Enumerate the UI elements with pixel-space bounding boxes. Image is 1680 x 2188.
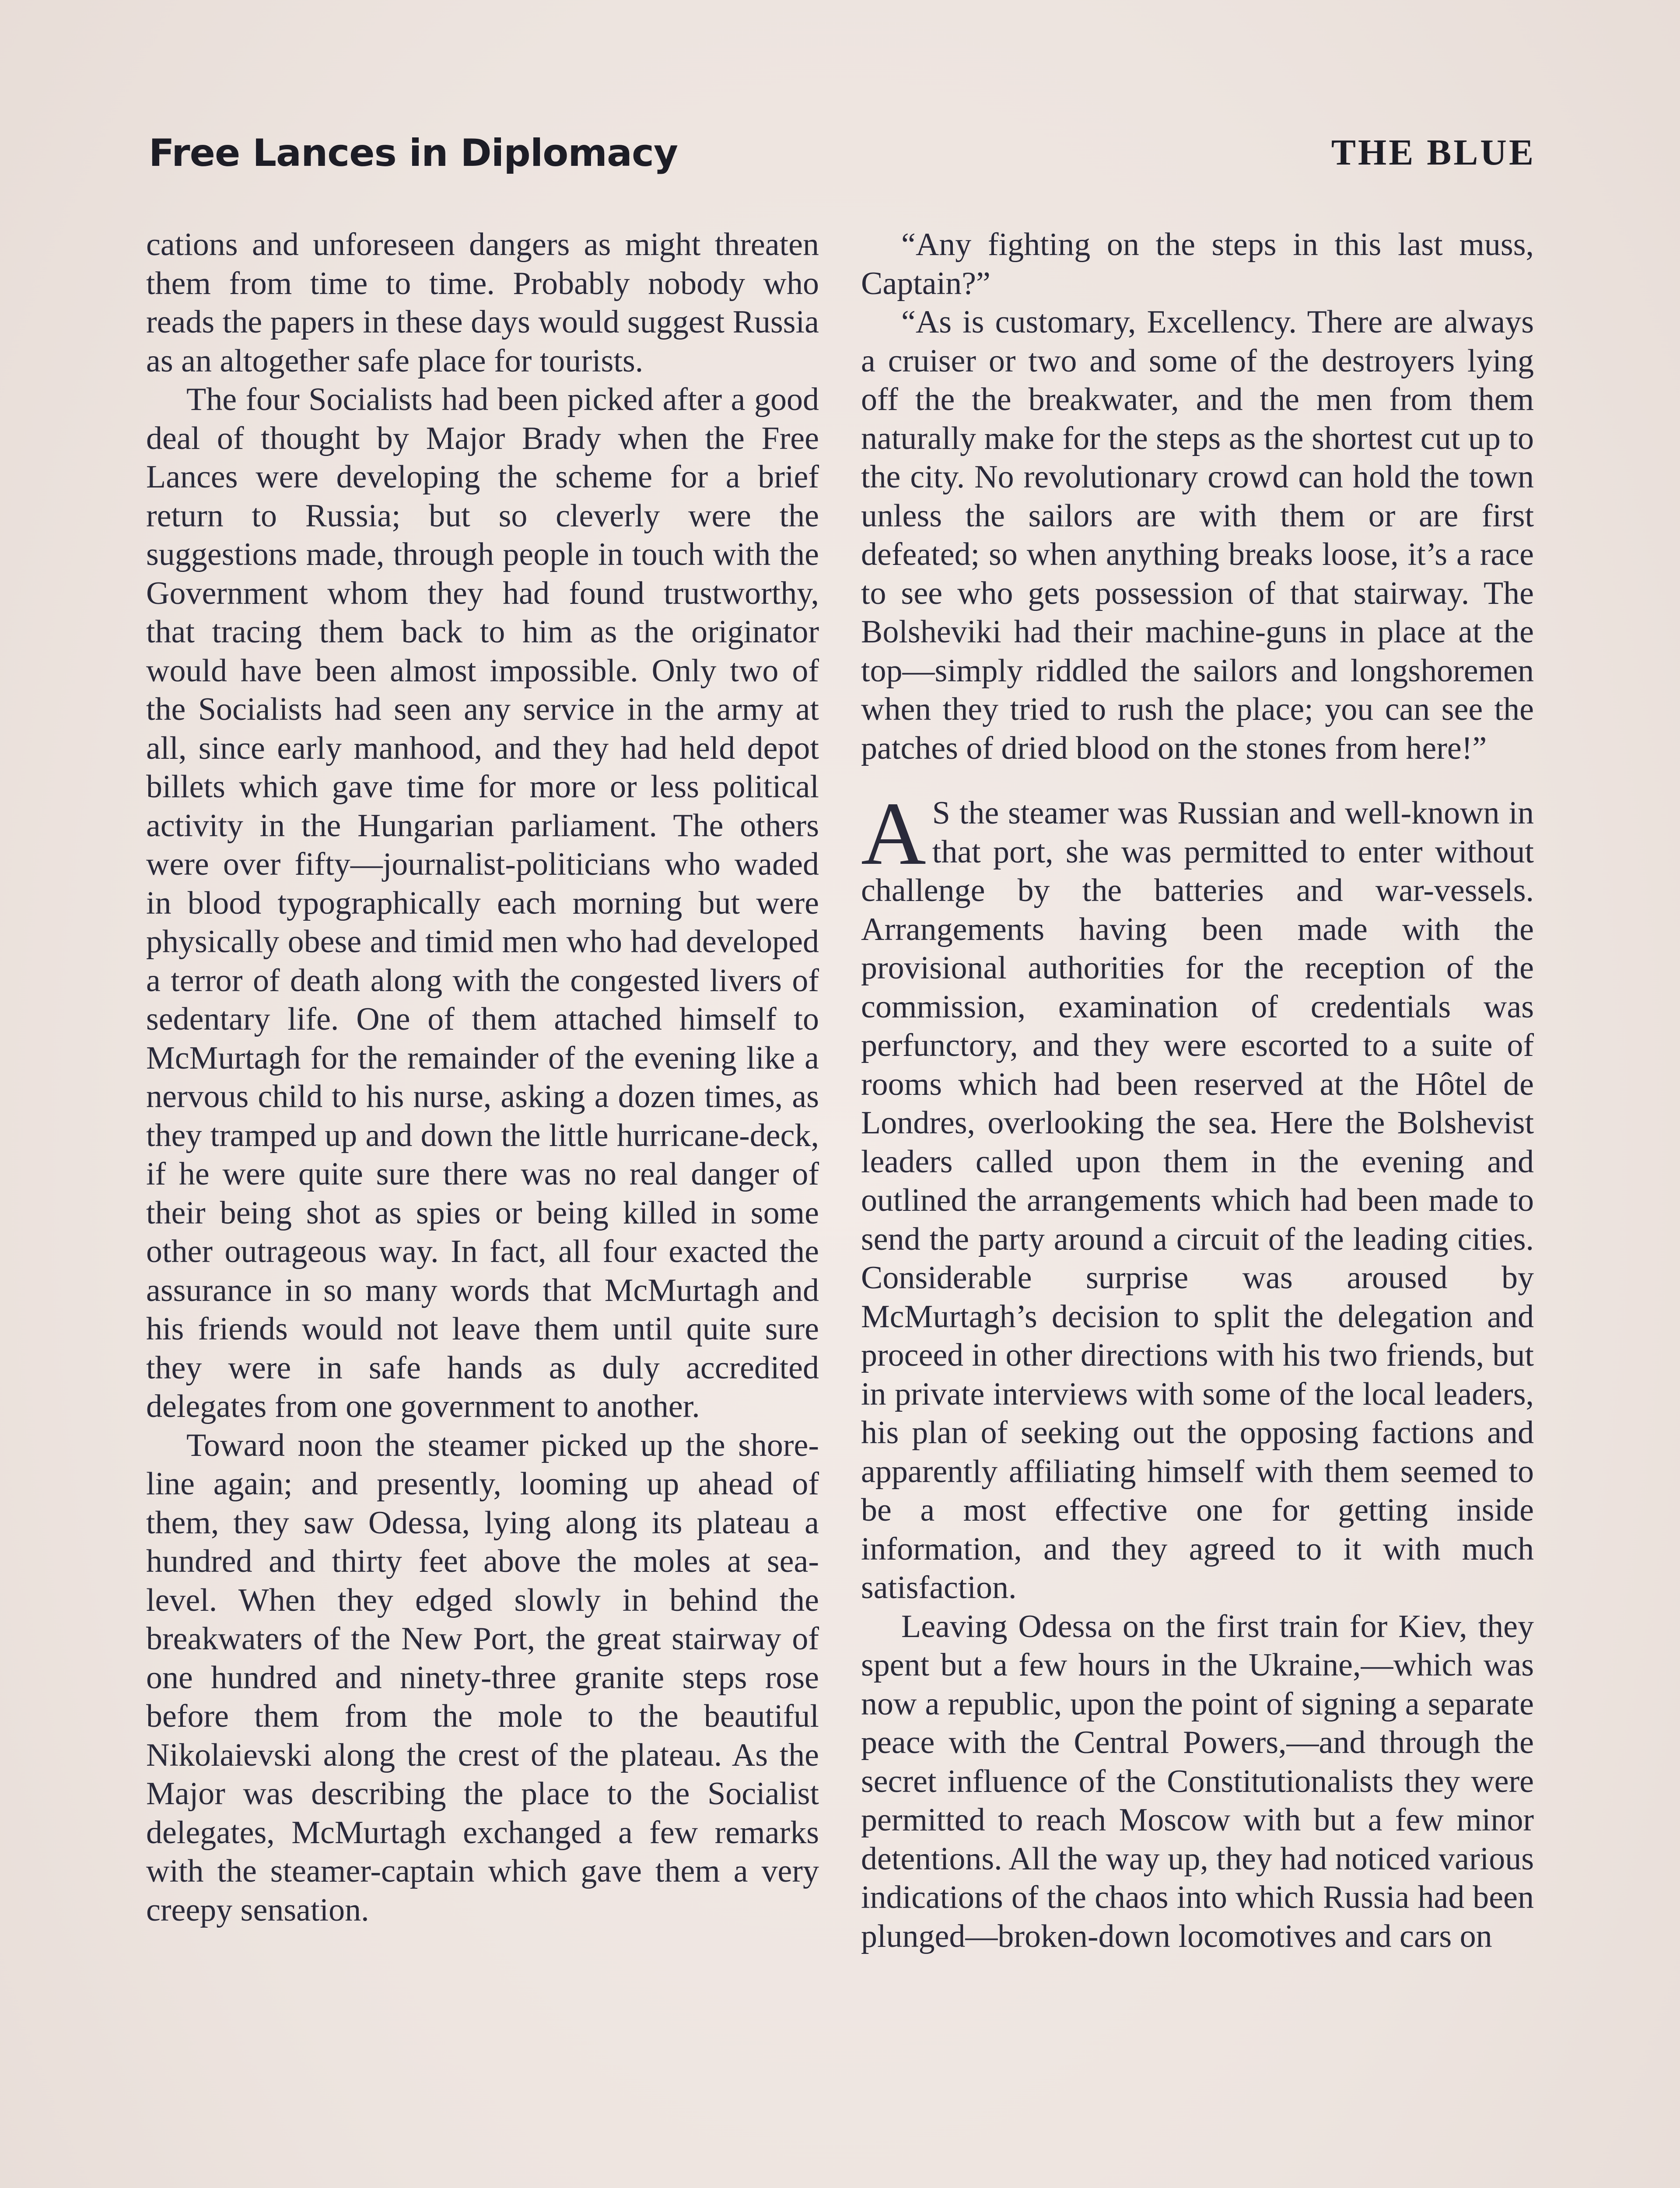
paragraph: The four Socialists had been picked after a good deal of thought by Major Brady when the Free Lances were developing the scheme for a brief return to Russia; but so cleverly were the suggestions made, through people in touch with the Government whom they had found trustworthy, that tracing them back to him as the originator would have been almost impossible. Only two of the Socialists had seen any service in the army at all, since early manhood, and they had held depot billets which gave time for more or less political activity in the Hungarian parliament. The others were over fifty—journalist-politicians who waded in blood typographically each morning but were physically obese and timid men who had developed a terror of death along with the congested livers of sedentary life. One of them attached himself to McMurtagh for the remainder of the evening like a nervous child to his nurse, asking a dozen times, as they tramped up and down the little hurricane-deck, if he were quite sure there was no real danger of their being shot as spies or being killed in some other outrageous way. In fact, all four exacted the assurance in so many words that McMurtagh and his friends would not leave them until quite sure they were in safe hands as duly accredited delegates from one government to another. xyxy=(146,382,819,1424)
paragraph: “As is customary, Excellency. There are always a cruiser or two and some of the destroyers lying off the the breakwater, and the men from them naturally make for the steps as the shortest cut up to the city. No revolutionary crowd can hold the town unless the sailors are with them or are first defeated; so when anything breaks loose, it’s a race to see who gets possession of that stairway. The Bolsheviki had their machine-guns in place at the top—simply riddled the sailors and longshoremen when they tried to rush the place; you can see the patches of dried blood on the stones from here!” xyxy=(861,304,1534,766)
right-column xyxy=(861,225,1534,1956)
paragraph: Toward noon the steamer picked up the shore-line again; and presently, looming up ahead of them, they saw Odessa, lying along its plateau a hundred and thirty feet above the moles at sea-level. When they edged slowly in behind the breakwaters of the New Port, the great stairway of one hundred and ninety-three granite steps rose before them from the mole to the beautiful Nikolaievski along the crest of the plateau. As the Major was describing the place to the Socialist delegates, McMurtagh exchanged a few remarks with the steamer-captain which gave them a very creepy sensation. xyxy=(146,1427,819,1928)
left-column xyxy=(146,225,819,1929)
running-head xyxy=(149,131,1536,184)
paragraph: “Any fighting on the steps in this last muss, Captain?” xyxy=(861,227,1534,302)
paragraph: cations and unforeseen dangers as might threaten them from time to time. Probably nobody who reads the papers in these days would suggest Russia as an altogether safe place for tourists. xyxy=(146,227,819,379)
paragraph: Leaving Odessa on the first train for Kiev, they spent but a few hours in the Ukraine,—which was now a republic, upon the point of signing a separate peace with the Central Powers,—and through the secret influence of the Constitutionalists they were permitted to reach Moscow with but a few minor detentions. All the way up, they had noticed various indications of the chaos into which Russia had been plunged—broken-down locomotives and cars on xyxy=(861,1608,1534,1954)
section-start-paragraph: AS the steamer was Russian and well-known in that port, she was permitted to enter without challenge by the batteries and war-vessels. Arrangements having been made with the provisional authorities for the reception of the commission, examination of credentials was perfunctory, and they were escorted to a suite of rooms which had been reserved at the Hôtel de Londres, overlooking the sea. Here the Bolshevist leaders called upon them in the evening and outlined the arrangements which had been made to send the party around a circuit of the leading cities. Considerable surprise was aroused by McMurtagh’s decision to split the delegation and proceed in other directions with his two friends, but in private interviews with some of the local leaders, his plan of seeking out the opposing factions and apparently affiliating himself with them seemed to be a most effective one for getting inside information, and they agreed to it with much satisfaction. xyxy=(861,783,1534,1606)
article-title: Free Lances in Diplomacy xyxy=(149,131,678,175)
magazine-name: THE BLUE xyxy=(1331,132,1536,173)
